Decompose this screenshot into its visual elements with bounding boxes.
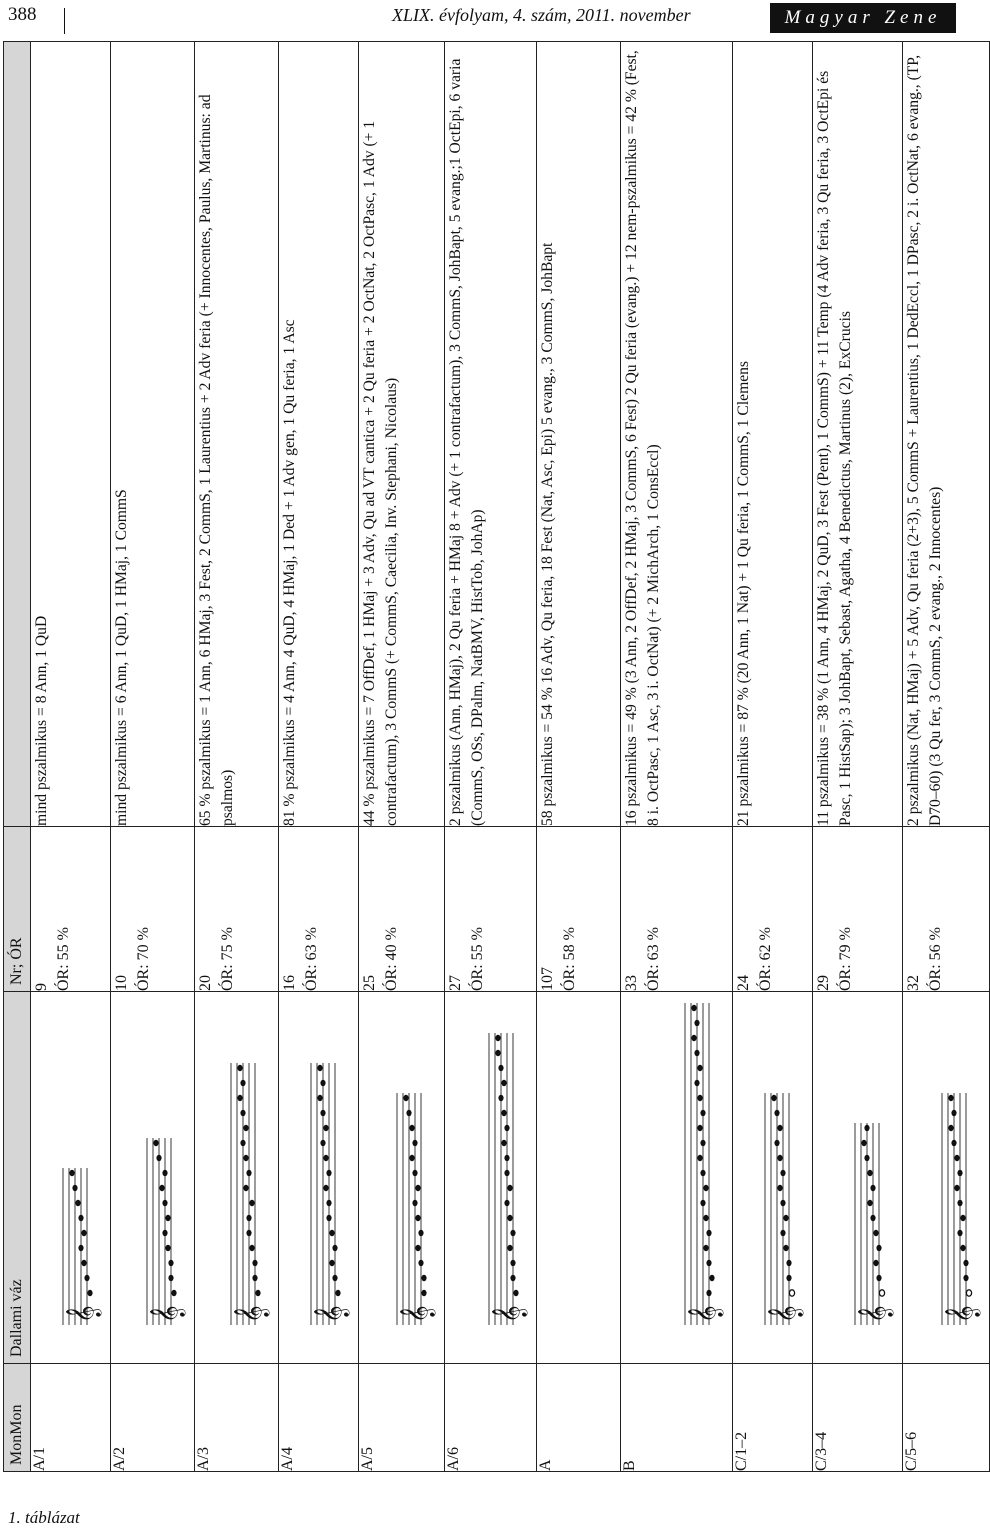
melody-skeleton-cell — [279, 992, 359, 1364]
note-head — [507, 1215, 512, 1221]
treble-clef-icon: 𝄞 — [492, 1305, 527, 1323]
note-head — [498, 1065, 503, 1071]
note-head — [72, 1185, 77, 1191]
nr-or-cell — [31, 827, 111, 992]
column-header-nr-or: Nr; ÓR — [4, 827, 31, 992]
monmon-cell: A/6 — [445, 1364, 537, 1472]
note-head — [495, 1050, 500, 1056]
note-head — [78, 1215, 83, 1221]
note-head — [700, 1170, 705, 1176]
note-head — [697, 1125, 702, 1131]
staff-notation — [733, 991, 812, 1363]
note-head — [81, 1230, 86, 1236]
note-head — [255, 1290, 260, 1296]
treble-clef-icon: 𝄞 — [688, 1305, 723, 1323]
note-head — [873, 1230, 878, 1236]
note-head — [786, 1275, 791, 1281]
melody-skeleton-cell — [445, 992, 537, 1364]
note-head — [709, 1275, 714, 1281]
or-percentage: ÓR: 79 % — [837, 927, 854, 991]
note-head — [252, 1260, 257, 1266]
note-head — [249, 1200, 254, 1206]
note-head — [948, 1125, 953, 1131]
note-head — [320, 1080, 325, 1086]
table-row — [445, 42, 537, 1472]
note-head — [412, 1140, 417, 1146]
description-cell: 44 % pszalmikus = 7 OffDef, 1 HMaj + 3 Adv, Qu ad VT cantica + 2 Qu feria + 2 OctNat, 2 OctPasc, 1 Adv (+ 1 contrafactum), 3 CommS (+ CommS, Caecilia, Inv. Stephani, Nicolaus) — [359, 42, 445, 827]
staff-notation — [195, 991, 278, 1363]
note-head — [960, 1245, 965, 1251]
note-head — [159, 1185, 164, 1191]
note-head — [240, 1110, 245, 1116]
monmon-cell: A/3 — [195, 1364, 279, 1472]
column-header-monmon: MonMon — [4, 1364, 31, 1472]
note-head — [323, 1155, 328, 1161]
note-head — [498, 1095, 503, 1101]
note-head — [783, 1245, 788, 1251]
note-head — [963, 1260, 968, 1266]
note-head — [507, 1245, 512, 1251]
note-head — [81, 1260, 86, 1266]
issue-info: XLIX. évfolyam, 4. szám, 2011. november — [392, 5, 691, 25]
note-head — [415, 1185, 420, 1191]
note-head — [867, 1200, 872, 1206]
note-head — [948, 1095, 953, 1101]
or-percentage: ÓR: 63 % — [303, 927, 320, 991]
note-head — [703, 1245, 708, 1251]
note-head — [510, 1230, 515, 1236]
note-head — [789, 1290, 794, 1296]
table-header-row — [4, 42, 31, 1472]
note-head — [323, 1125, 328, 1131]
nr-or-cell — [445, 827, 537, 992]
note-head — [320, 1110, 325, 1116]
melody-skeleton-cell — [733, 992, 813, 1364]
table-row — [621, 42, 733, 1472]
page-number: 388 — [8, 4, 37, 25]
note-head — [966, 1290, 971, 1296]
note-head — [861, 1140, 866, 1146]
note-head — [165, 1245, 170, 1251]
note-head — [69, 1170, 74, 1176]
note-head — [504, 1155, 509, 1161]
treble-clef-icon: 𝄞 — [150, 1305, 185, 1323]
item-count: 27 — [447, 975, 464, 991]
note-head — [694, 1080, 699, 1086]
item-count: 29 — [815, 975, 832, 991]
note-head — [691, 1035, 696, 1041]
monmon-cell: B — [621, 1364, 733, 1472]
note-head — [963, 1275, 968, 1281]
note-head — [700, 1140, 705, 1146]
journal-title: Magyar Zene — [770, 3, 956, 33]
or-percentage: ÓR: 58 % — [561, 927, 578, 991]
note-head — [418, 1230, 423, 1236]
or-percentage: ÓR: 70 % — [135, 927, 152, 991]
item-count: 32 — [905, 975, 922, 991]
monmon-cell: A/2 — [111, 1364, 195, 1472]
note-head — [156, 1155, 161, 1161]
staff-notation — [445, 991, 536, 1363]
nr-or-cell — [621, 827, 733, 992]
or-percentage: ÓR: 75 % — [219, 927, 236, 991]
item-count: 107 — [539, 967, 556, 991]
note-head — [246, 1230, 251, 1236]
treble-clef-icon: 𝄞 — [768, 1305, 803, 1323]
or-percentage: ÓR: 63 % — [645, 927, 662, 991]
note-head — [954, 1155, 959, 1161]
table-row — [111, 42, 195, 1472]
note-head — [774, 1110, 779, 1116]
table-row — [813, 42, 903, 1472]
melody-skeleton-cell — [903, 992, 990, 1364]
note-head — [412, 1170, 417, 1176]
note-head — [246, 1215, 251, 1221]
note-head — [780, 1230, 785, 1236]
note-head — [332, 1245, 337, 1251]
note-head — [171, 1290, 176, 1296]
note-head — [418, 1260, 423, 1266]
note-head — [504, 1125, 509, 1131]
melody-skeleton-cell — [31, 992, 111, 1364]
note-head — [403, 1095, 408, 1101]
note-head — [415, 1245, 420, 1251]
treble-clef-icon: 𝄞 — [400, 1305, 435, 1323]
note-head — [252, 1275, 257, 1281]
note-head — [876, 1245, 881, 1251]
description-cell: 2 pszalmikus (Nat, HMaj) + 5 Adv, Qu feria (2+3), 5 CommS + Laurentius, 1 DedEccl, 1 DPasc, 2 i. OctNat, 6 evang., (TP, D70–60) (3 Qu fer, 3 CommS, 2 evang., 2 Innocentes) — [903, 42, 990, 827]
staff-notation — [31, 991, 110, 1363]
note-head — [78, 1245, 83, 1251]
note-head — [864, 1125, 869, 1131]
note-head — [240, 1080, 245, 1086]
note-head — [409, 1155, 414, 1161]
note-head — [510, 1275, 515, 1281]
note-head — [504, 1200, 509, 1206]
monmon-cell: C/3–4 — [813, 1364, 903, 1472]
note-head — [320, 1140, 325, 1146]
note-head — [326, 1215, 331, 1221]
treble-clef-icon: 𝄞 — [314, 1305, 349, 1323]
note-head — [84, 1275, 89, 1281]
note-head — [954, 1185, 959, 1191]
or-percentage: ÓR: 62 % — [757, 927, 774, 991]
note-head — [421, 1290, 426, 1296]
note-head — [421, 1275, 426, 1281]
description-cell: mind pszalmikus = 6 Ann, 1 QuD, 1 HMaj, 1 CommS — [111, 42, 195, 827]
note-head — [691, 1005, 696, 1011]
or-percentage: ÓR: 56 % — [927, 927, 944, 991]
nr-or-cell — [813, 827, 903, 992]
note-head — [513, 1290, 518, 1296]
note-head — [783, 1215, 788, 1221]
note-head — [243, 1125, 248, 1131]
note-head — [697, 1095, 702, 1101]
treble-clef-icon: 𝄞 — [945, 1305, 980, 1323]
note-head — [507, 1185, 512, 1191]
note-head — [495, 1035, 500, 1041]
note-head — [867, 1170, 872, 1176]
note-head — [957, 1230, 962, 1236]
note-head — [873, 1260, 878, 1266]
note-head — [335, 1290, 340, 1296]
note-head — [706, 1230, 711, 1236]
staff-notation — [111, 991, 194, 1363]
note-head — [326, 1200, 331, 1206]
melody-skeleton-cell — [813, 992, 903, 1364]
note-head — [323, 1185, 328, 1191]
note-head — [326, 1170, 331, 1176]
melody-skeleton-cell — [621, 992, 733, 1364]
description-cell: 65 % pszalmikus = 1 Ann, 6 HMaj, 3 Fest, 2 CommS, 1 Laurentius + 2 Adv feria (+ Innocentes, Paulus, Martinus: ad psalmos) — [195, 42, 279, 827]
staff-notation — [813, 991, 902, 1363]
or-percentage: ÓR: 55 % — [55, 927, 72, 991]
melody-table — [3, 41, 990, 1472]
nr-or-cell — [279, 827, 359, 992]
note-head — [777, 1185, 782, 1191]
note-head — [870, 1215, 875, 1221]
note-head — [243, 1155, 248, 1161]
note-head — [777, 1155, 782, 1161]
column-header-dallami-vaz: Dallami váz — [4, 992, 31, 1364]
note-head — [870, 1185, 875, 1191]
nr-or-cell — [111, 827, 195, 992]
description-cell: 81 % pszalmikus = 4 Ann, 4 QuD, 4 HMaj, 1 Ded + 1 Adv gen, 1 Qu feria, 1 Asc — [279, 42, 359, 827]
or-percentage: ÓR: 40 % — [383, 927, 400, 991]
note-head — [237, 1065, 242, 1071]
note-head — [703, 1215, 708, 1221]
note-head — [168, 1275, 173, 1281]
note-head — [879, 1290, 884, 1296]
note-head — [246, 1170, 251, 1176]
note-head — [240, 1140, 245, 1146]
note-head — [168, 1260, 173, 1266]
note-head — [329, 1230, 334, 1236]
note-head — [774, 1140, 779, 1146]
table-row — [537, 42, 621, 1472]
table-row — [733, 42, 813, 1472]
note-head — [237, 1095, 242, 1101]
monmon-cell: C/1–2 — [733, 1364, 813, 1472]
note-head — [780, 1200, 785, 1206]
item-count: 16 — [281, 975, 298, 991]
treble-clef-icon: 𝄞 — [858, 1305, 893, 1323]
note-head — [771, 1095, 776, 1101]
note-head — [957, 1200, 962, 1206]
note-head — [317, 1065, 322, 1071]
note-head — [249, 1245, 254, 1251]
table-row — [195, 42, 279, 1472]
note-head — [694, 1020, 699, 1026]
note-head — [162, 1200, 167, 1206]
note-head — [951, 1110, 956, 1116]
running-header — [0, 0, 960, 40]
note-head — [501, 1140, 506, 1146]
nr-or-cell — [537, 827, 621, 992]
note-head — [951, 1140, 956, 1146]
note-head — [697, 1155, 702, 1161]
note-head — [786, 1260, 791, 1266]
description-cell: 11 pszalmikus = 38 % (1 Ann, 4 HMaj, 2 QuD, 3 Fest (Pent), 1 CommS) + 11 Temp (4 Adv feria, 3 Qu feria, 3 OctEpi és Pasc, 1 HistSap); 3 JohBapt, Sebast, Agatha, 4 Benedictus, Martinus (2), ExCrucis — [813, 42, 903, 827]
item-count: 33 — [623, 975, 640, 991]
table-row — [903, 42, 990, 1472]
table-row — [359, 42, 445, 1472]
item-count: 10 — [113, 975, 130, 991]
description-cell: 58 pszalmikus = 54 % 16 Adv, Qu feria, 18 Fest (Nat, Asc, Epi) 5 evang., 3 CommS, JohBapt — [537, 42, 621, 827]
item-count: 9 — [33, 983, 50, 991]
note-head — [412, 1200, 417, 1206]
monmon-cell: A — [537, 1364, 621, 1472]
treble-clef-icon: 𝄞 — [234, 1305, 269, 1323]
table-caption: 1. táblázat — [8, 1508, 80, 1527]
description-cell: 21 pszalmikus = 87 % (20 Ann, 1 Nat) + 1 Qu feria, 1 CommS, 1 Clemens — [733, 42, 813, 827]
note-head — [780, 1170, 785, 1176]
table-row — [31, 42, 111, 1472]
staff-notation — [621, 991, 732, 1363]
monmon-cell: A/1 — [31, 1364, 111, 1472]
table-row — [279, 42, 359, 1472]
staff-notation — [359, 991, 444, 1363]
note-head — [317, 1095, 322, 1101]
description-cell: mind pszalmikus = 8 Ann, 1 QuD — [31, 42, 111, 827]
note-head — [409, 1125, 414, 1131]
note-head — [329, 1260, 334, 1266]
note-head — [703, 1185, 708, 1191]
description-cell: 2 pszalmikus (Ann, HMaj), 2 Qu feria + HMaj 8 + Adv (+ 1 contrafactum), 3 CommS, JohBapt, 5 evang.;1 OctEpi, 6 varia (CommS, OSs, DPalm, NatBMV, HistTob, JohAp) — [445, 42, 537, 827]
treble-clef-icon: 𝄞 — [66, 1305, 101, 1323]
nr-or-cell — [903, 827, 990, 992]
note-head — [415, 1215, 420, 1221]
nr-or-cell — [195, 827, 279, 992]
header-divider — [64, 8, 65, 34]
item-count: 25 — [361, 975, 378, 991]
note-head — [700, 1110, 705, 1116]
note-head — [876, 1275, 881, 1281]
note-head — [510, 1260, 515, 1266]
note-head — [957, 1170, 962, 1176]
note-head — [75, 1200, 80, 1206]
item-count: 24 — [735, 975, 752, 991]
note-head — [960, 1215, 965, 1221]
note-head — [406, 1110, 411, 1116]
staff-notation — [903, 991, 989, 1363]
rotated-table-wrapper — [3, 42, 980, 1472]
melody-skeleton-cell — [195, 992, 279, 1364]
note-head — [162, 1230, 167, 1236]
note-head — [706, 1290, 711, 1296]
note-head — [243, 1185, 248, 1191]
description-cell: 16 pszalmikus = 49 % (3 Ann, 2 OffDef, 2 HMaj, 3 CommS, 6 Fest) 2 Qu feria (evang.) + 12 nem-pszalmikus = 42 % (Fest, 8 i. OctPasc, 1 Asc, 3 i. OctNat) (+ 2 MichArch, 1 ConsEccl) — [621, 42, 733, 827]
monmon-cell: A/4 — [279, 1364, 359, 1472]
note-head — [694, 1050, 699, 1056]
melody-skeleton-cell — [359, 992, 445, 1364]
staff-notation — [279, 991, 358, 1363]
note-head — [777, 1125, 782, 1131]
note-head — [332, 1275, 337, 1281]
note-head — [501, 1080, 506, 1086]
note-head — [697, 1065, 702, 1071]
or-percentage: ÓR: 55 % — [469, 927, 486, 991]
column-header-description — [4, 42, 31, 827]
note-head — [864, 1155, 869, 1161]
note-head — [706, 1260, 711, 1266]
melody-skeleton-cell — [537, 992, 621, 1364]
note-head — [162, 1170, 167, 1176]
note-head — [700, 1200, 705, 1206]
nr-or-cell — [359, 827, 445, 992]
note-head — [501, 1110, 506, 1116]
note-head — [153, 1140, 158, 1146]
nr-or-cell — [733, 827, 813, 992]
monmon-cell: C/5–6 — [903, 1364, 990, 1472]
melody-skeleton-cell — [111, 992, 195, 1364]
monmon-cell: A/5 — [359, 1364, 445, 1472]
item-count: 20 — [197, 975, 214, 991]
note-head — [165, 1215, 170, 1221]
note-head — [87, 1290, 92, 1296]
note-head — [504, 1170, 509, 1176]
